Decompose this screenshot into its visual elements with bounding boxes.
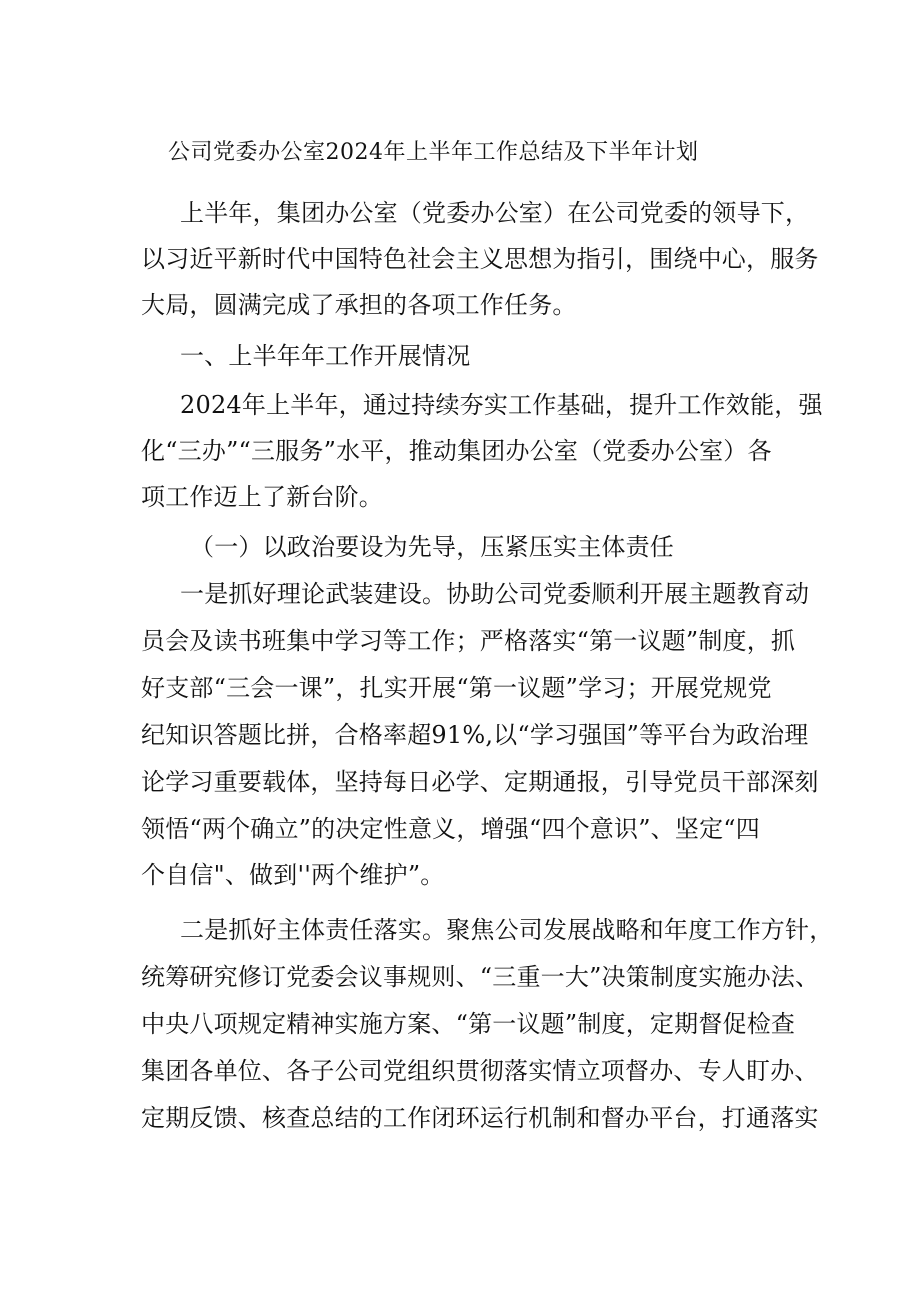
paragraph-3-line-6: 领悟“两个确立”的决定性意义，增强“四个意识”、坚定“四 [141, 815, 760, 843]
paragraph-3-line-3: 好支部“三会一课”，扎实开展“第一议题”学习；开展党规党 [141, 674, 772, 702]
paragraph-4-line-2: 统筹研究修订党委会议事规则、“三重一大”决策制度实施办法、 [141, 963, 820, 991]
paragraph-4-line-4: 集团各单位、各子公司党组织贯彻落实情立项督办、专人盯办、 [141, 1057, 819, 1085]
paragraph-4-line-3: 中央八项规定精神实施方案、“第一议题”制度，定期督促检查 [141, 1010, 796, 1038]
paragraph-2-line-3: 项工作迈上了新台阶。 [141, 483, 383, 511]
paragraph-4-line-1: 二是抓好主体责任落实。聚焦公司发展战略和年度工作方针， [180, 916, 834, 944]
paragraph-3-line-5: 论学习重要载体，坚持每日必学、定期通报，引导党员干部深刻 [141, 768, 819, 796]
paragraph-3-line-2: 员会及读书班集中学习等工作；严格落实“第一议题”制度，抓 [141, 627, 796, 655]
paragraph-2-line-2: 化“三办”“三服务”水平，推动集团办公室（党委办公室）各 [141, 437, 772, 465]
paragraph-1-line-2: 以习近平新时代中国特色社会主义思想为指引，围绕中心，服务 [141, 245, 819, 273]
paragraph-2-line-1: 2024年上半年，通过持续夯实工作基础，提升工作效能，强 [180, 391, 823, 419]
section-heading-1: 一、上半年年工作开展情况 [180, 342, 471, 370]
paragraph-4-line-5: 定期反馈、核查总结的工作闭环运行机制和督办平台，打通落实 [141, 1104, 819, 1132]
document-title: 公司党委办公室2024年上半年工作总结及下半年计划 [168, 140, 699, 165]
paragraph-3-line-7: 个自信"、做到''两个维护”。 [141, 861, 445, 889]
paragraph-3-line-1: 一是抓好理论武装建设。协助公司党委顺利开展主题教育动 [180, 580, 810, 608]
paragraph-1-line-3: 大局，圆满完成了承担的各项工作任务。 [141, 291, 577, 319]
paragraph-1-line-1: 上半年，集团办公室（党委办公室）在公司党委的领导下， [180, 199, 810, 227]
paragraph-3-line-4: 纪知识答题比拼，合格率超91%,以“学习强国”等平台为政治理 [141, 721, 809, 749]
subsection-heading-1: （一）以政治要设为先导，压紧压实主体责任 [190, 533, 674, 561]
